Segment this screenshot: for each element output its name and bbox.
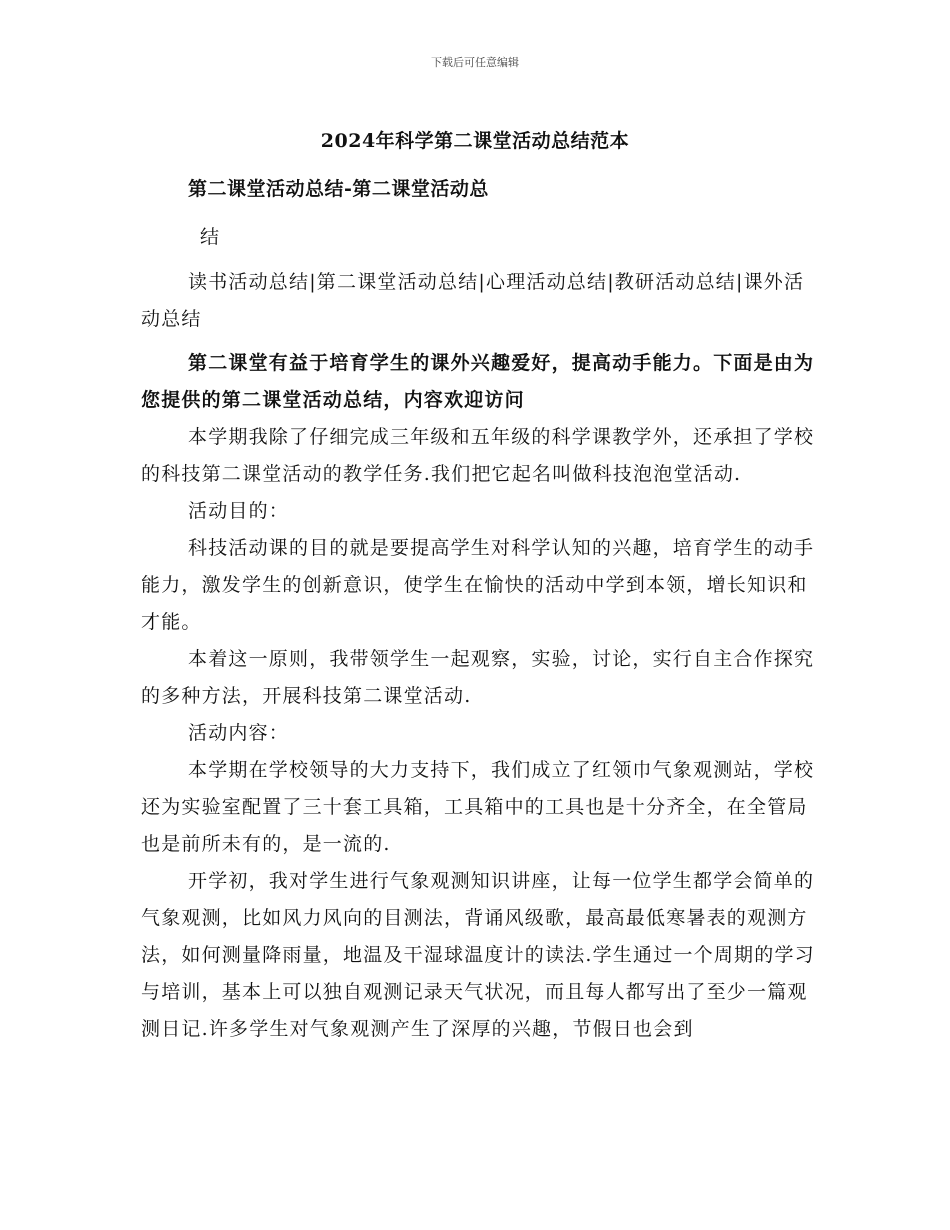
paragraph-intro: 第二课堂有益于培育学生的课外兴趣爱好，提高动手能力。下面是由为您提供的第二课堂活动总结，内容欢迎访问 [141,352,815,411]
paragraph-heading-purpose: 活动目的： [188,500,290,522]
paragraph-body: 科技活动课的目的就是要提高学生对科学认知的兴趣，培育学生的动手能力，激发学生的创新意识，使学生在愉快的活动中学到本领，增长知识和才能。 [141,537,815,633]
section-title-continuation: 结 [200,226,220,248]
paragraph-related-links: 读书活动总结|第二课堂活动总结|心理活动总结|教研活动总结|课外活动总结 [141,271,805,330]
paragraph-group-top [141,264,821,338]
paragraph-body: 本学期在学校领导的大力支持下，我们成立了红领巾气象观测站，学校还为实验室配置了三十套工具箱，工具箱中的工具也是十分齐全，在全管局也是前所未有的，是一流的. [141,759,815,855]
paragraph-heading-content: 活动内容： [188,722,290,744]
paragraph-body: 开学初，我对学生进行气象观测知识讲座，让每一位学生都学会简单的气象观测，比如风力风向的目测法，背诵风级歌，最高最低寒暑表的观测方法，如何测量降雨量，地温及干湿球温度计的读法.学生通过一个周期的学习与培训，基本上可以独自观测记录天气状况，而且每人都写出了至少一篇观测日记.许多学生对气象观测产生了深厚的兴趣，节假日也会到 [141,870,815,1040]
section-title: 第二课堂活动总结-第二课堂活动总 [188,178,489,200]
header-note: 下载后可任意编辑 [431,56,519,69]
paragraph-body: 本学期我除了仔细完成三年级和五年级的科学课教学外，还承担了学校的科技第二课堂活动的教学任务.我们把它起名叫做科技泡泡堂活动. [141,426,815,485]
paragraph-group-main [141,345,821,1048]
document-title: 2024年科学第二课堂活动总结范本 [320,130,630,152]
paragraph-body: 本着这一原则，我带领学生一起观察，实验，讨论，实行自主合作探究的多种方法，开展科技第二课堂活动. [141,648,815,707]
